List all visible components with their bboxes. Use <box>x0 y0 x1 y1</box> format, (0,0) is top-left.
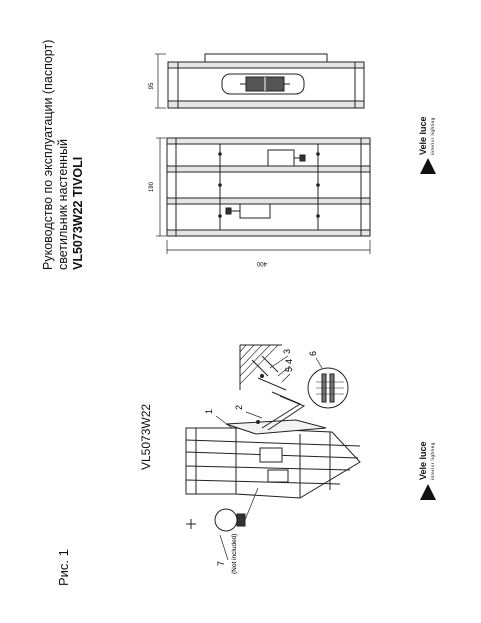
brand-name: Vele luce <box>418 441 428 480</box>
dim-width-label: 400 <box>256 260 268 266</box>
callout-6: 6 <box>308 350 318 356</box>
assembly-view <box>186 345 360 560</box>
model-label: VL5073W22 <box>139 403 153 470</box>
callout-4: 4 <box>284 358 294 364</box>
front-view <box>156 138 370 254</box>
title-line-3: VL5073W22 TIVOLI <box>71 156 85 270</box>
brand-tagline: interior lighting <box>430 117 435 155</box>
callout-3: 3 <box>282 348 292 354</box>
title-line-1: Руководство по эксплуатации (паспорт) <box>41 39 55 270</box>
figure-label: Рис. 1 <box>56 549 71 586</box>
callout-5: 5 <box>284 366 294 372</box>
bulb-note: (Not included) <box>231 533 238 574</box>
brand-name: Vele luce <box>418 116 428 155</box>
dim-depth-label: 190 <box>149 181 155 193</box>
brand-tagline: interior lighting <box>430 442 435 480</box>
dim-height-label: 95 <box>149 82 155 90</box>
callout-2: 2 <box>234 404 244 410</box>
callout-1: 1 <box>204 408 214 414</box>
callout-7: 7 <box>216 560 226 566</box>
title-line-2: светильник настенный <box>56 138 70 270</box>
side-view <box>155 54 364 108</box>
